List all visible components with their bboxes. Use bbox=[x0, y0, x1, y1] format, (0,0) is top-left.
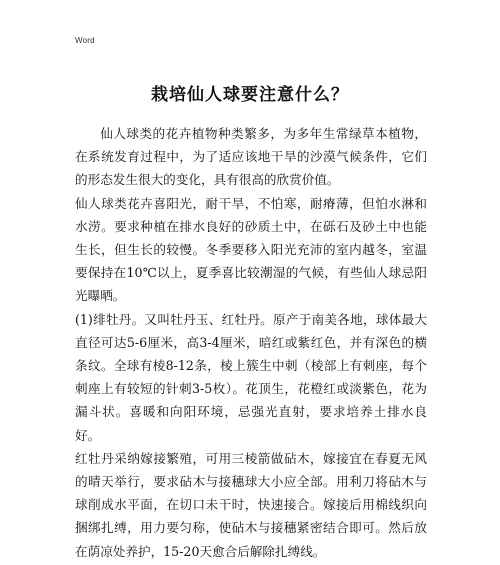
paragraph-grafting: 红牡丹采纳嫁接繁殖，可用三棱箭做砧木，嫁接宜在春夏无风的晴天举行，要求砧木与接穗球大小应全部。用利刀将砧木与球削成水平面，在切口未干时，快速接合。嫁接后用棉线织向捆绑扎缚，用力要匀称，使砧木与接穗紧密结合即可。然后放在荫凉处养护，15-20天愈合后解除扎缚线。 bbox=[75, 450, 427, 559]
paragraph-intro: 仙人球类的花卉植物种类繁多，为多年生常绿草本植物，在系统发育过程中，为了适应该地干旱的沙漠气候条件，它们的形态发生很大的变化，具有很高的欣赏价值。 bbox=[75, 126, 427, 188]
document-title: 栽培仙人球要注意什么？ bbox=[151, 85, 349, 105]
app-header-label: Word bbox=[75, 36, 95, 45]
paragraph-feimudan: (1)绯牡丹。又叫牡丹玉、红牡丹。原产于南美各地，球体最大直径可达5-6厘米，高3-4厘米，暗红或紫红色，并有深色的横条纹。全球有棱8-12条，棱上簇生中刺（棱部上有刺座，每个刺座上有较短的针刺3-5枚）。花顶生，花橙红或淡紫色，花为漏斗状。喜暖和向阳环境，忌强光直射，要求培养土排水良好。 bbox=[75, 311, 427, 443]
paragraph-habits: 仙人球类花卉喜阳光，耐干旱，不怕寒，耐瘠薄，但怕水淋和水涝。要求种植在排水良好的砂质土中，在砾石及砂土中也能生长，但生长的较慢。冬季要移入阳光充沛的室内越冬，室温要保持在10℃以上，夏季喜比较潮湿的气候，有些仙人球忌阳光曝晒。 bbox=[75, 195, 427, 304]
document-body bbox=[75, 122, 427, 563]
